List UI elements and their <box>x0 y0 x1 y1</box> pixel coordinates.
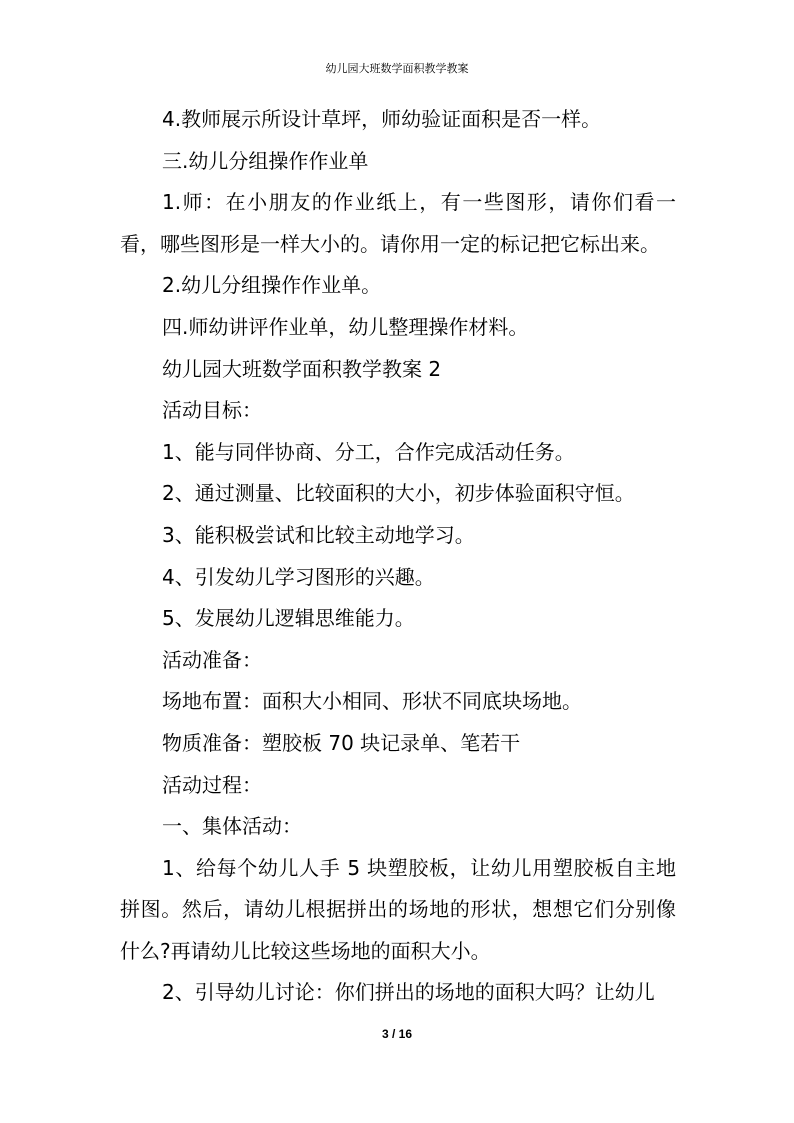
paragraph: 场地布置：面积大小相同、形状不同底块场地。 <box>162 689 582 714</box>
paragraph: 1.师：在小朋友的作业纸上，有一些图形，请你们看一看，哪些图形是一样大小的。请你用一定的标记把它标出来。 <box>120 190 676 256</box>
paragraph: 4.教师展示所设计草坪，师幼验证面积是否一样。 <box>162 107 602 131</box>
paragraph: 2.幼儿分组操作作业单。 <box>162 273 382 298</box>
section-heading: 一、集体活动： <box>162 814 302 839</box>
section-heading: 三.幼儿分组操作作业单 <box>162 148 369 173</box>
document-title: 幼儿园大班数学面积教学教案 2 <box>162 356 442 381</box>
list-item: 4、引发幼儿学习图形的兴趣。 <box>162 564 435 589</box>
paragraph: 物质准备：塑胶板 70 块记录单、笔若干 <box>162 730 521 755</box>
paragraph: 1、给每个幼儿人手 5 块塑胶板，让幼儿用塑胶板自主地拼图。然后，请幼儿根据拼出的场地的形状，想想它们分别像什么?再请幼儿比较这些场地的面积大小。 <box>120 855 676 963</box>
page-number: 3 / 16 <box>381 1027 413 1041</box>
list-item: 3、能积极尝试和比较主动地学习。 <box>162 522 475 547</box>
list-item: 2、通过测量、比较面积的大小，初步体验面积守恒。 <box>162 481 635 506</box>
section-heading: 四.师幼讲评作业单，幼儿整理操作材料。 <box>162 314 529 339</box>
paragraph: 2、引导幼儿讨论：你们拼出的场地的面积大吗？让幼儿 <box>162 980 655 1005</box>
list-item: 5、发展幼儿逻辑思维能力。 <box>162 606 415 631</box>
running-header: 幼儿园大班数学面积教学教案 <box>325 62 469 75</box>
section-heading: 活动过程： <box>162 772 262 797</box>
section-heading: 活动准备： <box>162 647 262 672</box>
section-heading: 活动目标： <box>162 398 262 423</box>
document-body <box>120 99 676 1014</box>
list-item: 1、能与同伴协商、分工，合作完成活动任务。 <box>162 439 575 464</box>
